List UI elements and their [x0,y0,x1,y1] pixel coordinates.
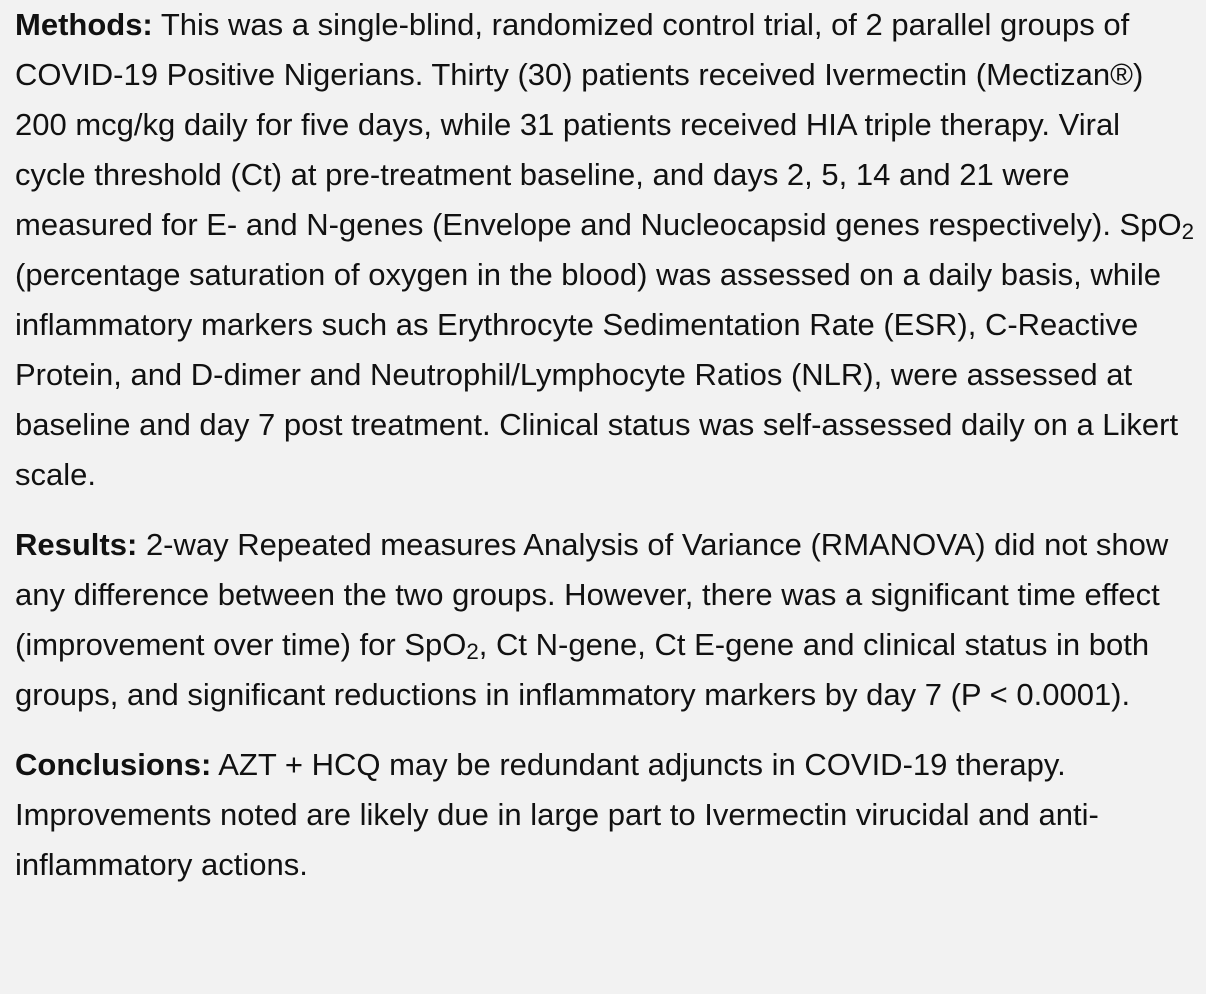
results-spo2-subscript: 2 [466,639,479,665]
results-heading: Results: [15,527,138,562]
results-text-part-1: 2-way Repeated measures Analysis of Variance (RMANOVA) did not show any difference between the two groups. However, there was a significant time effect (improvement over time) for SpO [15,527,1169,662]
methods-paragraph [15,0,1196,500]
methods-text-part-1: This was a single-blind, randomized control trial, of 2 parallel groups of COVID-19 Positive Nigerians. Thirty (30) patients received Ivermectin (Mectizan®) 200 mcg/kg daily for five days, while 31 patients received HIA triple therapy. Viral cycle threshold (Ct) at pre-treatment baseline, and days 2, 5, 14 and 21 were measured for E- and N-genes (Envelope and Nucleocapsid genes respectively). SpO [15,7,1182,242]
conclusions-paragraph [15,740,1196,890]
conclusions-heading: Conclusions: [15,747,212,782]
conclusions-text: AZT + HCQ may be redundant adjuncts in COVID-19 therapy. Improvements noted are likely due in large part to Ivermectin virucidal and anti-inflammatory actions. [15,747,1099,882]
methods-text-part-2: (percentage saturation of oxygen in the blood) was assessed on a daily basis, while inflammatory markers such as Erythrocyte Sedimentation Rate (ESR), C-Reactive Protein, and D-dimer and Neutrophil/Lymphocyte Ratios (NLR), were assessed at baseline and day 7 post treatment. Clinical status was self-assessed daily on a Likert scale. [15,257,1179,492]
results-text-part-2: , Ct N-gene, Ct E-gene and clinical status in both groups, and significant reductions in inflammatory markers by day 7 (P < 0.0001). [15,627,1150,712]
methods-heading: Methods: [15,7,153,42]
results-paragraph [15,520,1196,720]
methods-spo2-subscript: 2 [1181,219,1194,245]
